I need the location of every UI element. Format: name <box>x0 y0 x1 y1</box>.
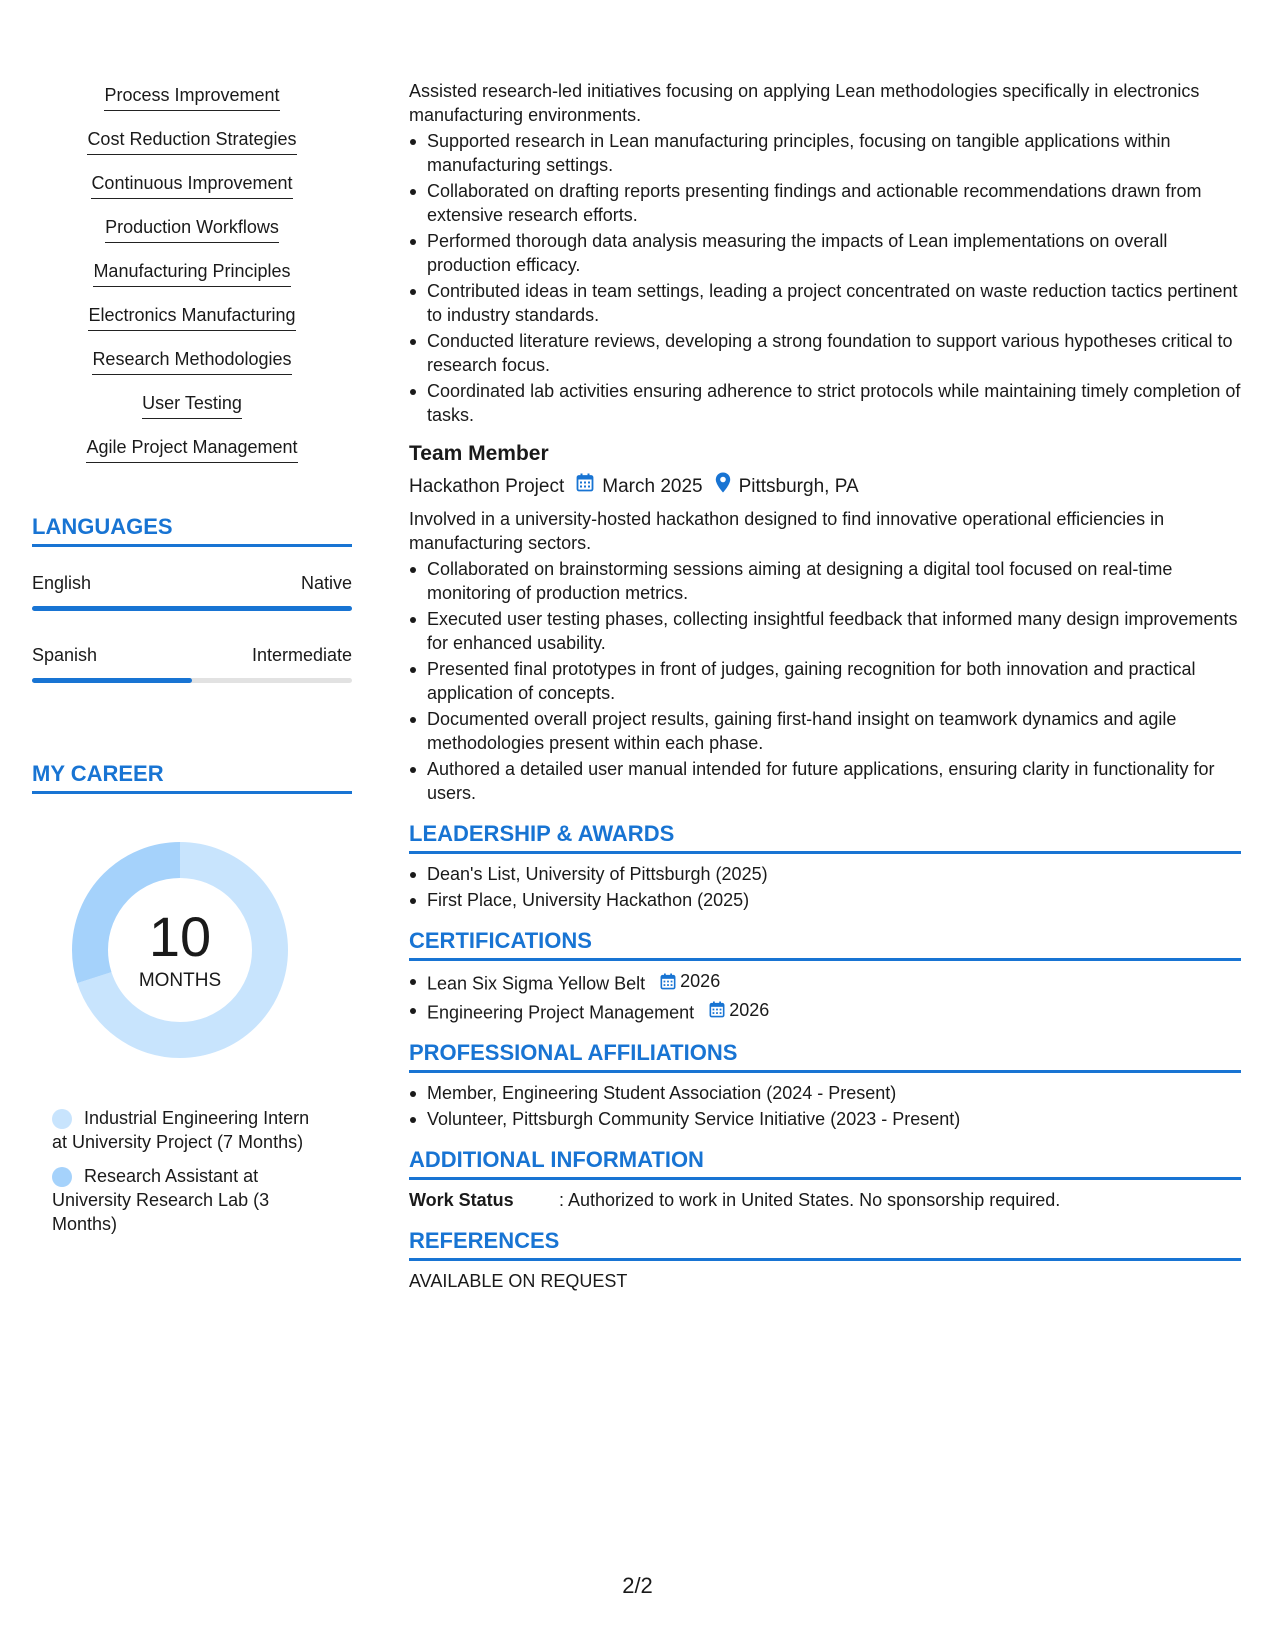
sidebar <box>32 84 352 1246</box>
certification-year: 2026 <box>729 999 770 1020</box>
bullet-item: Documented overall project results, gaining first-hand insight on teamwork dynamics and agile methodologies present within each phase. <box>409 707 1241 755</box>
role-location: Pittsburgh, PA <box>738 475 859 497</box>
references-heading: REFERENCES <box>409 1228 1241 1261</box>
skill-item: Electronics Manufacturing <box>88 304 295 331</box>
skill-item: Agile Project Management <box>86 436 297 463</box>
certification-name: Lean Six Sigma Yellow Belt <box>427 973 646 994</box>
career-total: 10 <box>148 905 212 968</box>
bullet-item: Authored a detailed user manual intended for future applications, ensuring clarity in functionality for users. <box>409 757 1241 805</box>
work-status-row <box>409 1188 1241 1212</box>
career-legend <box>52 1106 322 1236</box>
role-title: Team Member <box>409 442 549 465</box>
bullet-item: Collaborated on drafting reports presenting findings and actionable recommendations drawn from extensive research efforts. <box>409 179 1241 227</box>
bullet-item: Member, Engineering Student Association (2024 - Present) <box>409 1081 1241 1105</box>
role-date: March 2025 <box>602 475 703 497</box>
language-proficiency-bar <box>32 678 352 683</box>
bullet-item: Coordinated lab activities ensuring adherence to strict protocols while maintaining timely completion of tasks. <box>409 379 1241 427</box>
bullet-item: Executed user testing phases, collecting insightful feedback that informed many design improvements for enhanced usability. <box>409 607 1241 655</box>
bullet-item: Performed thorough data analysis measuring the impacts of Lean implementations on overall production efficacy. <box>409 229 1241 277</box>
language-name: Spanish <box>32 645 98 665</box>
bullet-item: First Place, University Hackathon (2025) <box>409 888 1241 912</box>
legend-dot <box>52 1167 72 1187</box>
skill-item: Process Improvement <box>104 84 279 111</box>
language-level: Native <box>300 573 352 593</box>
certification-item <box>409 969 1241 996</box>
bullet-item: Volunteer, Pittsburgh Community Service Initiative (2023 - Present) <box>409 1107 1241 1131</box>
calendar-icon <box>660 973 676 990</box>
calendar-icon <box>709 1001 725 1018</box>
work-status-label: Work Status <box>409 1190 514 1210</box>
skill-item: User Testing <box>142 392 242 419</box>
references-text: AVAILABLE ON REQUEST <box>409 1271 628 1291</box>
main-content <box>409 79 1241 1293</box>
certification-year: 2026 <box>680 971 721 991</box>
bullet-item: Dean's List, University of Pittsburgh (2025) <box>409 862 1241 886</box>
certifications-heading: CERTIFICATIONS <box>409 928 1241 961</box>
work-status-value: : Authorized to work in United States. No sponsorship required. <box>559 1190 1061 1210</box>
career-donut-chart <box>60 830 300 1070</box>
skill-item: Production Workflows <box>105 216 279 243</box>
legend-item <box>52 1106 322 1154</box>
language-item <box>32 573 352 611</box>
legend-item <box>52 1164 322 1236</box>
bullet-item: Conducted literature reviews, developing a strong foundation to support various hypotheses critical to research focus. <box>409 329 1241 377</box>
leadership-list <box>409 862 1241 912</box>
role-organization: Hackathon Project <box>409 475 565 497</box>
legend-dot <box>52 1109 72 1129</box>
certification-item <box>409 998 1241 1025</box>
skill-item: Cost Reduction Strategies <box>87 128 296 155</box>
bullet-item: Collaborated on brainstorming sessions aiming at designing a digital tool focused on real-time monitoring of production metrics. <box>409 557 1241 605</box>
team-intro: Involved in a university-hosted hackathon designed to find innovative operational efficiencies in manufacturing sectors. <box>409 509 1165 553</box>
research-bullets <box>409 129 1241 427</box>
affiliations-list <box>409 1081 1241 1131</box>
bullet-item: Contributed ideas in team settings, leading a project concentrated on waste reduction tactics pertinent to industry standards. <box>409 279 1241 327</box>
language-level: Intermediate <box>251 645 352 665</box>
skill-item: Research Methodologies <box>92 348 291 375</box>
languages-heading: LANGUAGES <box>32 514 352 547</box>
language-item <box>32 645 352 683</box>
certifications-list <box>409 969 1241 1024</box>
language-name: English <box>32 573 92 593</box>
career-unit: MONTHS <box>138 970 222 991</box>
calendar-icon <box>576 473 594 500</box>
language-proficiency-bar <box>32 606 352 611</box>
skills-list <box>32 84 352 480</box>
leadership-heading: LEADERSHIP & AWARDS <box>409 821 1241 854</box>
page-number: 2/2 <box>622 1573 653 1598</box>
language-proficiency-fill <box>32 606 352 611</box>
role-meta <box>409 472 1241 501</box>
affiliations-heading: PROFESSIONAL AFFILIATIONS <box>409 1040 1241 1073</box>
team-bullets <box>409 557 1241 805</box>
legend-label: Research Assistant at University Research Lab (3 Months) <box>52 1166 270 1234</box>
skill-item: Continuous Improvement <box>91 172 292 199</box>
legend-label: Industrial Engineering Intern at University Project (7 Months) <box>52 1108 310 1152</box>
bullet-item: Supported research in Lean manufacturing principles, focusing on tangible applications within manufacturing settings. <box>409 129 1241 177</box>
skill-item: Manufacturing Principles <box>93 260 290 287</box>
donut-center <box>60 830 300 1070</box>
certification-name: Engineering Project Management <box>427 1002 695 1022</box>
bullet-item: Presented final prototypes in front of judges, gaining recognition for both innovation and practical application of concepts. <box>409 657 1241 705</box>
map-pin-icon <box>715 472 731 501</box>
language-proficiency-fill <box>32 678 192 683</box>
career-heading: MY CAREER <box>32 761 352 794</box>
additional-info-heading: ADDITIONAL INFORMATION <box>409 1147 1241 1180</box>
research-intro: Assisted research-led initiatives focusing on applying Lean methodologies specifically in electronics manufacturing environments. <box>409 81 1200 125</box>
